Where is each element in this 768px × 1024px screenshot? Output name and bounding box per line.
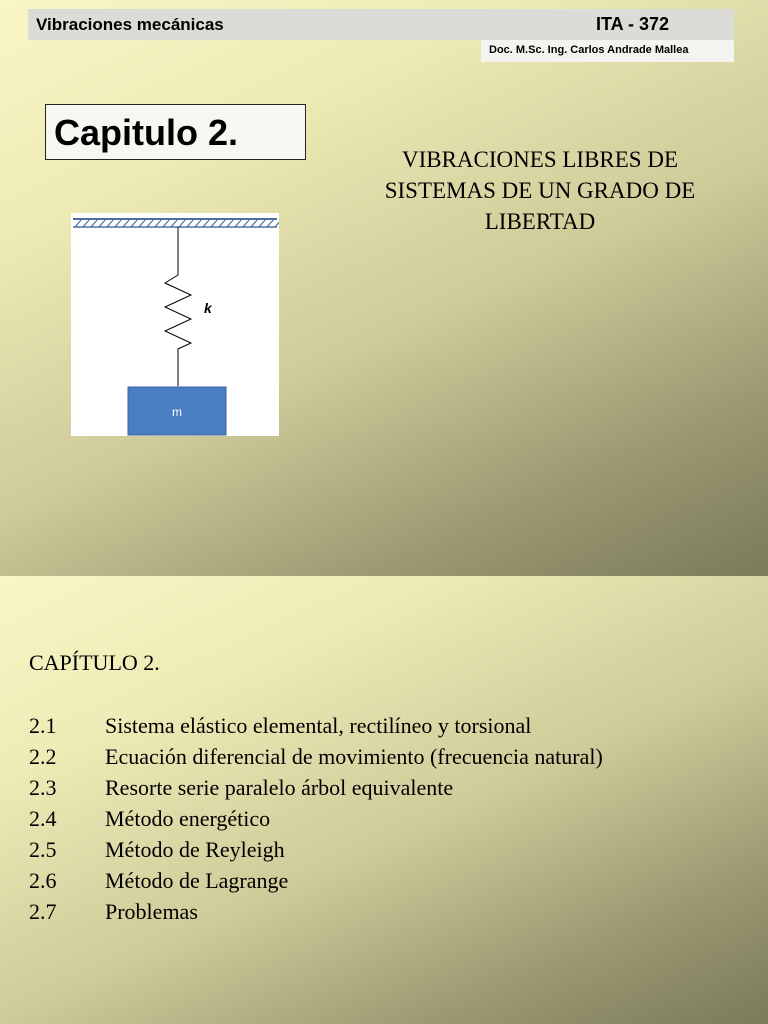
hatch-line: [155, 219, 162, 227]
spring-mass-diagram: [71, 213, 279, 436]
hatch-line: [267, 219, 274, 227]
toc-number: 2.6: [29, 868, 57, 893]
hatch-line: [91, 219, 98, 227]
toc-number: 2.3: [29, 775, 57, 800]
hatch-line: [99, 219, 106, 227]
hatch-line: [211, 219, 218, 227]
hatch-line: [115, 219, 122, 227]
hatch-line: [75, 219, 82, 227]
hatch-line: [251, 219, 258, 227]
hatch-line: [227, 219, 234, 227]
toc-text: Método de Lagrange: [105, 868, 289, 893]
header-bar: [28, 9, 734, 40]
toc-item: [29, 865, 603, 896]
hatch-line: [235, 219, 242, 227]
toc-text: Sistema elástico elemental, rectilíneo y torsional: [105, 713, 532, 738]
toc-text: Resorte serie paralelo árbol equivalente: [105, 775, 454, 800]
author-box: [481, 40, 734, 62]
course-code: ITA - 372: [596, 14, 670, 34]
hatch-line: [83, 219, 90, 227]
chapter-title: Capitulo 2.: [54, 112, 239, 153]
hatch-line: [259, 219, 266, 227]
spring: [165, 227, 191, 386]
toc-item: [29, 834, 603, 865]
hatch-line: [107, 219, 114, 227]
spring-label: k: [204, 300, 212, 316]
chapter-box: [45, 104, 306, 160]
author-name: Doc. M.Sc. Ing. Carlos Andrade Mallea: [489, 44, 689, 56]
ceiling-hatch: [73, 219, 279, 227]
hatch-line: [123, 219, 130, 227]
toc-heading: CAPÍTULO 2.: [29, 650, 160, 675]
slide-contents: [0, 576, 768, 1024]
hatch-line: [131, 219, 138, 227]
toc-text: Método de Reyleigh: [105, 837, 285, 862]
toc-item: [29, 772, 603, 803]
hatch-line: [179, 219, 186, 227]
chapter-subtitle: VIBRACIONES LIBRES DE SISTEMAS DE UN GRADO DE LIBERTAD: [384, 147, 696, 234]
toc-item: [29, 803, 603, 834]
hatch-line: [163, 219, 170, 227]
hatch-line: [139, 219, 146, 227]
toc-number: 2.2: [29, 744, 57, 769]
hatch-line: [243, 219, 250, 227]
toc-number: 2.1: [29, 713, 57, 738]
course-name: Vibraciones mecánicas: [36, 15, 224, 34]
hatch-line: [187, 219, 194, 227]
hatch-line: [147, 219, 154, 227]
hatch-line: [219, 219, 226, 227]
toc-item: [29, 710, 603, 741]
toc-list: [29, 710, 603, 927]
hatch-line: [275, 219, 279, 227]
toc-number: 2.4: [29, 806, 57, 831]
toc-item: [29, 741, 603, 772]
toc-text: Ecuación diferencial de movimiento (frecuencia natural): [105, 744, 603, 769]
mass-label: m: [172, 405, 182, 419]
hatch-line: [195, 219, 202, 227]
toc-number: 2.5: [29, 837, 57, 862]
toc-item: [29, 896, 603, 927]
toc-text: Método energético: [105, 806, 271, 831]
toc-text: Problemas: [105, 899, 198, 924]
hatch-line: [171, 219, 178, 227]
hatch-line: [203, 219, 210, 227]
toc-number: 2.7: [29, 899, 57, 924]
